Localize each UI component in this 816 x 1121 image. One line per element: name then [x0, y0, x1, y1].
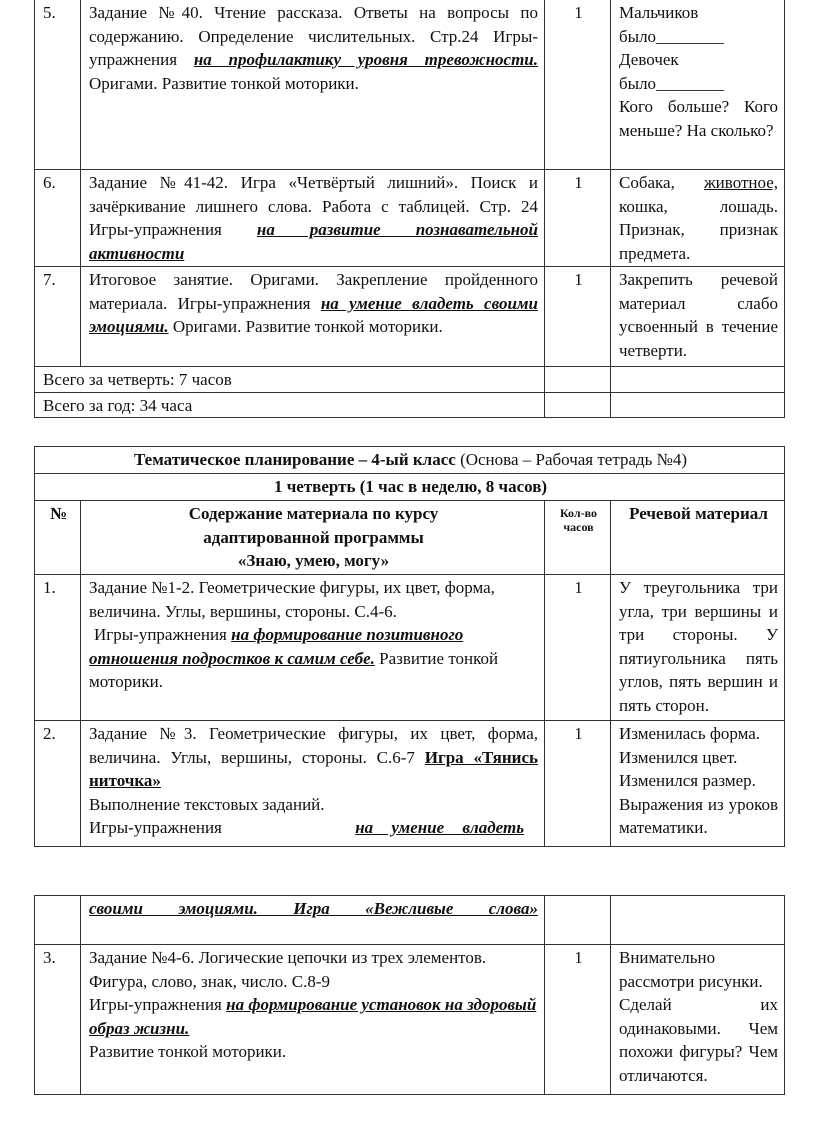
row-number: 1. [35, 575, 81, 721]
table-row [35, 0, 785, 170]
header-speech: Речевой материал [611, 501, 785, 575]
empty-cell [35, 896, 81, 945]
empty-cell [545, 896, 611, 945]
speech-material: У треугольника три угла, три вершины и три стороны. У пятиугольника пять углов, пять вершин и пять сторон. [611, 575, 785, 721]
speech-text: кошка, лошадь. Признак, признак предмета. [619, 196, 778, 263]
speech-text: Собака, [619, 173, 704, 192]
content-text: Задание №40. Чтение рассказа. Ответы на вопросы по содержанию. Определение числительных. Стр.24 Игры-упражнения [89, 3, 538, 69]
lesson-content [81, 721, 545, 847]
table-row [35, 896, 785, 945]
speech-line: Сделай их одинаковыми. Чем похожи фигуры? Чем отличаются. [619, 995, 778, 1085]
table-row [35, 267, 785, 367]
header-hours [545, 501, 611, 575]
content-text: Задание №1-2. Геометрические фигуры, их цвет, форма, величина. Углы, вершины, стороны. С.4-6. [89, 578, 495, 621]
lesson-content [81, 896, 545, 945]
total-row [35, 367, 785, 393]
content-text: Игры-упражнения [89, 818, 222, 837]
speech-line: Девочек было________ [619, 50, 725, 93]
row-number: 7. [35, 267, 81, 367]
title-row [35, 447, 785, 474]
speech-material [611, 0, 785, 170]
hours: 1 [545, 267, 611, 367]
lesson-content [81, 170, 545, 267]
speech-material [611, 945, 785, 1095]
hours: 1 [545, 945, 611, 1095]
header-number: № [35, 501, 81, 575]
game-topic: на формирование позитивного отношения подростков к самим себе. [89, 625, 464, 668]
speech-line: Изменился размер. [619, 771, 756, 790]
empty-cell [545, 367, 611, 393]
content-text: Задание №4-6. Логические цепочки из трех элементов. [89, 948, 487, 967]
speech-line: Внимательно рассмотри рисунки. [619, 948, 763, 991]
table-quarter-end [34, 0, 785, 418]
header-row [35, 501, 785, 575]
plan-title [35, 447, 785, 474]
table-row [35, 945, 785, 1095]
game-topic: на умение владеть своими эмоциями. [89, 293, 538, 336]
content-text: Оригами. Развитие тонкой моторики. [168, 317, 443, 336]
content-text: Оригами. Развитие тонкой моторики. [89, 73, 359, 93]
hours: 1 [545, 170, 611, 267]
hours: 1 [545, 721, 611, 847]
content-text: Выполнение текстовых заданий. [89, 794, 325, 814]
total-quarter: Всего за четверть: 7 часов [35, 367, 545, 393]
lesson-content [81, 0, 545, 170]
speech-line: Мальчиков было________ [619, 3, 725, 46]
hours: 1 [545, 575, 611, 721]
hours: 1 [545, 0, 611, 170]
speech-underlined: животное, [703, 173, 778, 192]
speech-line: Выражения из уроков математики. [619, 794, 779, 837]
content-text: Фигура, слово, знак, число. С.8-9 [89, 971, 331, 991]
content-text: Задание №41-42. Игра «Четвёртый лишний». Поиск и зачёркивание лишнего слова. Работа с таблицей. Стр. 24 Игры-упражнения [89, 173, 538, 239]
speech-material: Закрепить речевой материал слабо усвоенный в течение четверти. [611, 267, 785, 367]
game-topic: на профилактику уровня тревожности. [193, 50, 538, 69]
speech-line: Изменился цвет. [619, 747, 738, 767]
game-topic-line [89, 897, 538, 921]
header-line: часов [563, 520, 594, 534]
game-name: Игра «Тянись ниточка» [89, 747, 538, 790]
quarter-heading: 1 четверть (1 час в неделю, 8 часов) [35, 474, 785, 501]
table-row [35, 170, 785, 267]
row-number: 5. [35, 0, 81, 170]
row-number: 3. [35, 945, 81, 1095]
empty-cell [611, 367, 785, 393]
game-topic: на развитие познавательной активности [89, 220, 538, 263]
content-text: Игры-упражнения [89, 995, 227, 1014]
content-text: Задание №3. Геометрические фигуры, их цвет, форма, величина. Углы, вершины, стороны. С.6-7 [89, 724, 538, 767]
plan-title-rest: (Основа – Рабочая тетрадь №4) [455, 450, 688, 469]
game-topic: своими эмоциями. Игра «Вежливые слова» [89, 899, 538, 918]
plan-title-bold: Тематическое планирование – 4-ый класс [133, 450, 456, 469]
lesson-content [81, 945, 545, 1095]
speech-line: Кого больше? Кого меньше? На сколько? [619, 97, 778, 140]
quarter-row [35, 474, 785, 501]
content-text: Развитие тонкой моторики. [89, 1042, 287, 1061]
game-topic: на умение владеть [355, 818, 524, 837]
header-line: Содержание материала по курсу [188, 504, 439, 523]
game-topic: на формирование установок на здоровый образ жизни. [89, 995, 537, 1038]
content-line [89, 816, 538, 840]
speech-material [611, 170, 785, 267]
table-thematic-plan [34, 446, 785, 847]
total-row [35, 392, 785, 418]
lesson-content [81, 575, 545, 721]
lesson-content [81, 267, 545, 367]
header-content [81, 501, 545, 575]
table-row [35, 575, 785, 721]
content-text: Итоговое занятие. Оригами. Закрепление пройденного материала. Игры-упражнения [89, 270, 538, 313]
header-line: Кол-во [559, 506, 598, 520]
total-year: Всего за год: 34 часа [35, 392, 545, 418]
empty-cell [545, 392, 611, 418]
header-line: «Знаю, умею, могу» [237, 551, 390, 570]
content-text: Игры-упражнения [94, 625, 232, 644]
content-text: Развитие тонкой моторики. [89, 648, 499, 691]
table-continuation [34, 895, 785, 1095]
row-number: 6. [35, 170, 81, 267]
speech-material [611, 721, 785, 847]
header-line: адаптированной программы [203, 527, 424, 547]
empty-cell [611, 392, 785, 418]
table-row [35, 721, 785, 847]
empty-cell [611, 896, 785, 945]
row-number: 2. [35, 721, 81, 847]
speech-line: Изменилась форма. [619, 724, 761, 743]
